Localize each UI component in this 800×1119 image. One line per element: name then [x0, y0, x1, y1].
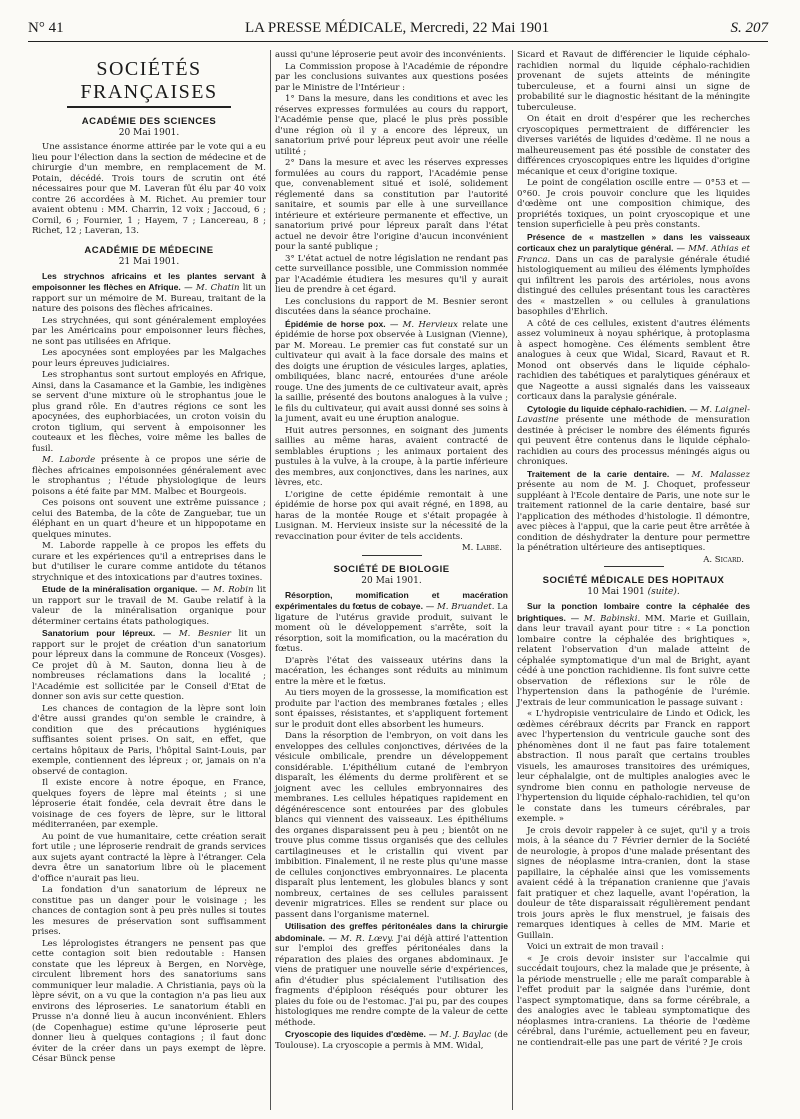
- article-heading: Cytologie du liquide céphalo-rachidien.: [527, 403, 687, 414]
- paragraph-text: lit un rapport sur le travail de M. Gaube relatif à la valeur de la minéralisation organique pour déterminer certains états pathologiques.: [32, 585, 266, 627]
- paragraph: [517, 601, 750, 708]
- page-number: S. 207: [730, 20, 768, 36]
- section-title-societe-biologie: SOCIÉTÉ DE BIOLOGIE: [333, 563, 450, 575]
- paragraph: Les léprologistes étrangers ne pensent pas que cette contagion soit bien redoutable : Hansen constate que les lépreux à Bergen, en Norvège, circulent librement hors des sanatoriums sans communiquer leur maladie. A Christiania, pays où la lèpre sévit, on a vu que la contagion n'a pas lieu aux environs des léproseries. Le sanatorium établi en Prusse n'a donné lieu à aucun inconvénient. Ehlers (de Copenhague) estime qu'une léproserie peut donner lieu à quelques contagions ; il faut donc éviter de la créer dans un pays exempt de lèpre. César Bünck pense: [32, 938, 266, 1064]
- paragraph-text: Dans un cas de paralysie générale étudié histologiquement au milieu des éléments lymphoïdes qui infiltrent les parois des artérioles, nous avons distingué des cellules présentant tous les caractères des « mastzellen » ou cellules à granulations basophiles d'Ehrlich.: [517, 254, 750, 317]
- article-author: — M. R. Lœvy.: [328, 933, 394, 944]
- article-author: M. Laborde: [42, 455, 96, 465]
- article-author: — M. Robin: [201, 585, 254, 595]
- paragraph: Une assistance énorme attirée par le vote qui a eu lieu pour l'élection dans la section de médecine et de chirurgie d'un membre, en remplacement de M. Potain, décédé. Trois tours de scrutin ont été nécessaires pour que M. Laveran fût élu par 40 voix contre 26 accordées à M. Richet. Au premier tour avaient obtenu : MM. Charrin, 12 voix ; Jaccoud, 6 ; Cornil, 6 ; Fournier, 1 ; Hayem, 7 ; Lancereau, 8 ; Richet, 12 ; Laveran, 13.: [32, 142, 266, 236]
- paragraph: Les conclusions du rapport de M. Besnier seront discutées dans la séance prochaine.: [275, 296, 508, 317]
- page-header: [28, 20, 768, 42]
- article-heading: Utilisation des greffes péritonéales dans la chirurgie abdominale.: [275, 921, 508, 943]
- paragraph: 3° L'état actuel de notre législation ne rendant pas cette surveillance possible, une Commission nommée par l'Académie étudiera les mesures qu'il y aurait lieu de prendre à cet égard.: [275, 253, 508, 295]
- article-author: — M. Laignel-Lavastine: [517, 404, 751, 425]
- paragraph: Je crois devoir rappeler à ce sujet, qu'il y a trois mois, à la séance du 7 Février dernier de la Société de neurologie, à propos d'une malade présentant des signes de néoplasme intra-cranien, dont la stase papillaire, la céphalée ainsi que les vomissements avaient cédé à la trépanation cranienne que j'avais fait pratiquer et chez laquelle, avant l'opération, la douleur de tête disparaissait régulièrement pendant trois jours après le flux menstruel, je faisais des remarques identiques à celles de MM. Marie et Guillain.: [517, 825, 750, 941]
- article-author: — M. Bruandet.: [425, 602, 495, 612]
- paragraph-text: (de Toulouse). La cryoscopie a permis à MM. Widal,: [275, 1030, 508, 1051]
- section-divider: [604, 566, 664, 567]
- paragraph-text: J'ai déjà attiré l'attention sur l'emploi des greffes péritonéales dans la réparation des plaies des organes abdominaux. Je viens de pratiquer une nouvelle série d'expériences, afin d'étudier plus spécialement l'utilisation des fragments d'épiploon réséqués pour obturer les plaies du foie ou de l'estomac. J'ai pu, par des coupes histologiques me rendre compte de la valeur de cette méthode.: [275, 933, 509, 1028]
- journal-title: LA PRESSE MÉDICALE, Mercredi, 22 Mai 1901: [244, 20, 550, 36]
- paragraph: Les apocynées sont employées par les Malgaches pour leurs épreuves judiciaires.: [32, 348, 266, 369]
- newspaper-page: [28, 20, 768, 1105]
- paragraph: Au point de vue humanitaire, cette création serait fort utile ; une léproserie rendrait de grands services aux sujets ayant contracté la lèpre à l'étranger. Cela devra être un sanatorium libre où le placement d'office n'aurait pas lieu.: [32, 831, 266, 884]
- signature: M. Labbé.: [461, 543, 502, 553]
- article-heading: Épidémie de horse pox.: [285, 318, 386, 329]
- article-heading: Traitement de la carie dentaire.: [527, 468, 670, 479]
- paragraph-text: lit un rapport sur un mémoire de M. Bureau, traitant de la nature des poisons des flèches africaines.: [32, 283, 266, 314]
- section-date: [517, 587, 750, 597]
- paragraph-text: présente à ce propos une série de flèches africaines empoisonnées généralement avec le strophantus ; l'étude physiologique de leurs poisons a été faite par MM. Malbec et Bourgeois.: [32, 455, 266, 497]
- section-date: 20 Mai 1901.: [361, 575, 422, 586]
- paragraph-text: présente au nom de M. J. Choquet, professeur suppléant à l'Ecole dentaire de Paris, une note sur le traitement rationnel de la carie dentaire, basé sur l'application des méthodes d'histologie. Il démontre, avec pièces à l'appui, que la carie peut être arrêtée à condition de déshydrater la denture pour permettre la pénétration ultérieure des antiseptiques.: [517, 480, 750, 553]
- paragraph: « Je crois devoir insister sur l'accalmie qui succédait toujours, chez la malade que je présente, à la période menstruelle ; elle me paraît comparable à l'effet produit par la saignée dans l'urémie, dont l'aspect symptomatique, dans sa forme cérébrale, a des analogies avec le tableau symptomatique des néoplasmes intra-craniens. La théorie de l'œdème cérébral, dans l'urémie, actuellement peu en faveur, ne contiendrait-elle pas une part de vérité ? Je crois: [517, 953, 750, 1048]
- paragraph: [517, 404, 750, 468]
- article-author: — M. Babinski.: [570, 613, 641, 624]
- paragraph: [517, 232, 750, 318]
- paragraph: L'origine de cette épidémie remontait à une épidémie de horse pox qui avait régné, en 1898, au haras de la montée Rouge et s'était propagée à Lusignan. M. Hervieux insiste sur la nécessité de la revaccination pour éviter de tels accidents.: [275, 489, 508, 542]
- column-1: [28, 50, 270, 1110]
- article-author: — M. Besnier: [162, 629, 231, 639]
- main-section-title: SOCIÉTÉS FRANÇAISES: [80, 58, 218, 103]
- paragraph: aussi qu'une léproserie peut avoir des inconvénients.: [275, 50, 506, 60]
- paragraph: [32, 455, 266, 497]
- issue-number: N° 41: [28, 20, 64, 36]
- paragraph-text: relate une épidémie de horse pox observée à Lusignan (Vienne), par M. Moreau. Le premier cas fut constaté sur un cultivateur qui avait à la face dorsale des mains et des doigts une éruption de vésicules larges, aplaties, ombiliquées, blanc nacré, entourées d'une aréole rouge. Une des juments de ce cultivateur avait, après la saillie, présenté des boutons analogues à la vulve ; le fils du cultivateur, qui avait aussi donné ses soins à la jument, avait eu une éruption analogue.: [275, 319, 508, 424]
- paragraph: [275, 319, 508, 425]
- paragraph: [32, 584, 266, 627]
- section-title-societe-hopitaux: SOCIÉTÉ MÉDICALE DES HOPITAUX: [542, 575, 725, 586]
- paragraph: [275, 590, 508, 655]
- paragraph: [517, 469, 750, 554]
- column-3: [512, 50, 754, 1110]
- paragraph: Ces poisons ont souvent une extrême puissance ; celui des Batemba, de la côte de Zanguebar, tue un éléphant en un quart d'heure et un hippopotame en quelques minutes.: [32, 498, 266, 540]
- paragraph: D'après l'état des vaisseaux utérins dans la macération, les échanges sont réduits au minimum entre la mère et le fœtus.: [275, 655, 508, 687]
- section-divider: [362, 555, 422, 556]
- paragraph: Il existe encore à notre époque, en France, quelques foyers de lèpre mal éteints ; si une léproserie était fondée, cela devrait être dans le voisinage de ces foyers de lèpre, sur le littoral méditerranéen, par exemple.: [32, 778, 266, 830]
- paragraph: Les chances de contagion de la lèpre sont loin d'être aussi grandes qu'on semble le craindre, à condition que des précautions hygiéniques suffisantes soient prises. On sait, en effet, que certains hôpitaux de Paris, l'hôpital Saint-Louis, par exemple, contiennent des lépreux ; or, jamais on n'a observé de contagion.: [32, 703, 266, 777]
- paragraph: 2° Dans la mesure et avec les réserves expresses formulées au cours du rapport, l'Académie pense que, convenablement situé et isolé, solidement réglementé dans sa constitution par l'autorité sanitaire, et soumis par elle à une surveillance intérieure et extérieure permanente et effective, un sanatorium privé pour lépreux paraît dans l'état actuel ne devoir être l'origine d'aucun inconvénient pour la santé publique ;: [275, 158, 508, 252]
- article-heading: Résorption, momification et macération expérimentales du fœtus de cobaye.: [275, 589, 508, 611]
- article-heading: Sur la ponction lombaire contre la céphalée des brightiques.: [517, 601, 750, 623]
- paragraph: [32, 628, 266, 703]
- paragraph-text: présente une méthode de mensuration destinée à préciser le nombre des éléments figurés qui peuvent être contenus dans le liquide céphalo-rachidien au cours des processus méningés aigus ou chroniques.: [517, 415, 750, 467]
- paragraph: [275, 1029, 508, 1051]
- section-title-academie-sciences: ACADÉMIE DES SCIENCES: [81, 116, 217, 127]
- paragraph: A côté de ces cellules, existent d'autres éléments assez volumineux à noyau sphérique, à protoplasma à aspect homogène. Ces éléments semblent être analogues à ceux que Widal, Sicard, Ravaut et R. Monod ont observés dans le liquide céphalo-rachidien des tabétiques et paralytiques généraux et que Nageotte a aussi signalés dans les vaisseaux corticaux dans la paralysie générale.: [517, 318, 750, 402]
- paragraph: Huit autres personnes, en soignant des juments saillies au même haras, avaient contracté de semblables éruptions ; les animaux portaient des pustules à la vulve, à la croupe, à la partie inférieure des membres, aux conjonctives, dans les narines, aux lèvres, etc.: [275, 425, 508, 488]
- paragraph-text: La ligature de l'utérus gravide produit, suivant le moment où le développement s'arrête, soit la résorption, soit la momification, ou la macération du fœtus.: [275, 602, 508, 654]
- article-author: — M. Hervieux: [389, 319, 458, 330]
- paragraph: Les strychnées, qui sont généralement employées par les Américains pour empoisonner leurs flèches, ne sont pas utilisées en Afrique.: [32, 315, 266, 347]
- article-heading: Cryoscopie des liquides d'œdème.: [285, 1029, 426, 1039]
- article-author: — M. Chatin: [184, 283, 240, 293]
- columns: [28, 50, 768, 1110]
- title-rule: [67, 106, 231, 108]
- section-date: 20 Mai 1901.: [118, 128, 180, 138]
- paragraph: « L'hydropisie ventriculaire de Lindo et Odick, les œdèmes cérébraux décrits par Franck en rapport avec l'hypertension du ventricule gauche sont des phénomènes dont il ne faut pas faire totalement abstraction. Il nous paraît que certains troubles visuels, les amauroses transitoires des urémiques, leur céphalalgie, ont de multiples analogies avec le syndrome bien connu en pathologie nerveuse de l'hypertension du liquide céphalo-rachidien, tel qu'on le constate dans les tumeurs cérébrales, par exemple. »: [517, 709, 750, 824]
- paragraph: La Commission propose à l'Académie de répondre par les conclusions suivantes aux questions posées par le Ministre de l'Intérieur :: [275, 61, 508, 93]
- paragraph: On était en droit d'espérer que les recherches cryoscopiques permettraient de différencier les diverses variétés de liquides d'œdème. Il ne nous a malheureusement pas été possible de constater des différences cryoscopiques entre les liquides d'origine mécanique et ceux d'origine toxique.: [517, 114, 750, 177]
- article-heading: Etude de la minéralisation organique.: [42, 584, 198, 594]
- article-heading: Les strychnos africains et les plantes servant à empoisonner les flèches en Afrique.: [32, 270, 266, 292]
- paragraph: 1° Dans la mesure, dans les conditions et avec les réserves expresses formulées au cours du rapport, l'Académie pense que, placé le plus près possible d'une région où il y a encore des lépreux, un sanatorium privé pour lépreux peut avoir une réelle utilité ;: [275, 94, 508, 157]
- paragraph: Sicard et Ravaut de différencier le liquide céphalo-rachidien normal du liquide céphalo-rachidien provenant de sujets atteints de méningite tuberculeuse, et a fourni ainsi un signe de probabilité sur le diagnostic hésitant de la méningite tuberculeuse.: [517, 50, 750, 113]
- paragraph: Voici un extrait de mon travail :: [527, 942, 664, 952]
- column-2: [270, 50, 512, 1110]
- section-date-suite: (suite).: [647, 587, 680, 597]
- section-date-text: 10 Mai 1901: [587, 587, 645, 597]
- paragraph: Les strophantus sont surtout employés en Afrique, Ainsi, dans la Casamance et la Gambie, les indigènes se servent d'une mixture où le strophantus joue le plus grand rôle. En d'autres régions ce sont les apocynées, des euphorbiacées, un croton voisin du croton tiglium, qui servent à empoisonner les couteaux et les flèches, voire même les balles de fusil.: [32, 370, 266, 454]
- paragraph: [32, 271, 266, 315]
- section-title-academie-medecine: ACADÉMIE DE MÉDECINE: [84, 244, 214, 256]
- article-author: — MM. Athias et Franca.: [517, 244, 750, 265]
- section-date: 21 Mai 1901.: [118, 256, 180, 267]
- article-heading: Sanatorium pour lépreux.: [42, 628, 156, 638]
- article-author: — M. Malassez: [676, 469, 750, 480]
- article-heading: Présence de « mastzellen » dans les vaisseaux corticaux chez un paralytique général.: [517, 231, 750, 253]
- article-author: — M. J. Baylac: [428, 1030, 492, 1040]
- paragraph: M. Laborde rappelle à ce propos les effets du curare et les expériences qu'il a entreprises dans le but d'utiliser le curare comme antidote du tétanos strychnique et des intoxications par d'autres toxines.: [32, 541, 266, 583]
- paragraph: Au tiers moyen de la grossesse, la momification est produite par l'action des membranes fœtales ; elles sont épaisses, résistantes, et s'appliquent fortement sur le produit dont elles absorbent les humeurs.: [275, 688, 508, 730]
- paragraph-text: lit un rapport sur le projet de création d'un sanatorium pour lépreux dans la commune de Ronceux (Vosges). Ce projet dû à M. Sauton, donna lieu à de nombreuses réclamations dans la localité ; l'Académie est sollicitée par le Conseil d'Etat de donner son avis sur cette question.: [32, 629, 267, 702]
- paragraph: [275, 921, 508, 1028]
- paragraph: Dans la résorption de l'embryon, on voit dans les enveloppes des cellules conjonctives, dérivées de la vésicule ombilicale, prendre un développement considérable. L'épithélium cutané de l'embryon disparaît, les éléments du derme prolifèrent et se joignent avec les cellules embryonnaires des membranes. Les cellules hépatiques rapidement en dégénérescence sont entourées par des globules blancs qui viennent des vaisseaux. Les épithéliums des organes disparaissent peu à peu ; bientôt on ne trouve plus comme tissus organisés que des cellules cartilagineuses et le cristallin qui vivent par imbibition. Finalement, il ne reste plus qu'une masse de cellules conjonctives embryonnaires. Le placenta disparaît plus lentement, les globules blancs y sont nombreux, certaines de ses cellules paraissent devenir migratrices. Elles se rendent sur place ou passent dans l'organisme maternel.: [275, 731, 508, 920]
- paragraph-text: MM. Marie et Guillain, dans leur travail ayant pour titre : « La ponction lombaire contre la céphalée des brightiques », relatent l'observation d'un malade atteint de céphalée symptomatique d'un mal de Bright, ayant cédé à une ponction rachidienne. Ils font suivre cette observation de réflexions sur le rôle de l'hypertension dans la pathogénie de l'urémie. J'extrais de leur communication le passage suivant :: [517, 613, 751, 708]
- signature: A. Sicard.: [703, 554, 744, 565]
- paragraph: La fondation d'un sanatorium de lépreux ne constitue pas un danger pour le voisinage ; les chances de contagion sont à peu près nulles si toutes les mesures de préservation sont suffisamment prises.: [32, 885, 266, 937]
- paragraph: Le point de congélation oscille entre — 0°53 et — 0°60. Je crois pouvoir conclure que les liquides d'œdème ont une composition chimique, des propriétés toxiques, un point cryoscopique et une tension superficielle à peu près constants.: [517, 178, 750, 230]
